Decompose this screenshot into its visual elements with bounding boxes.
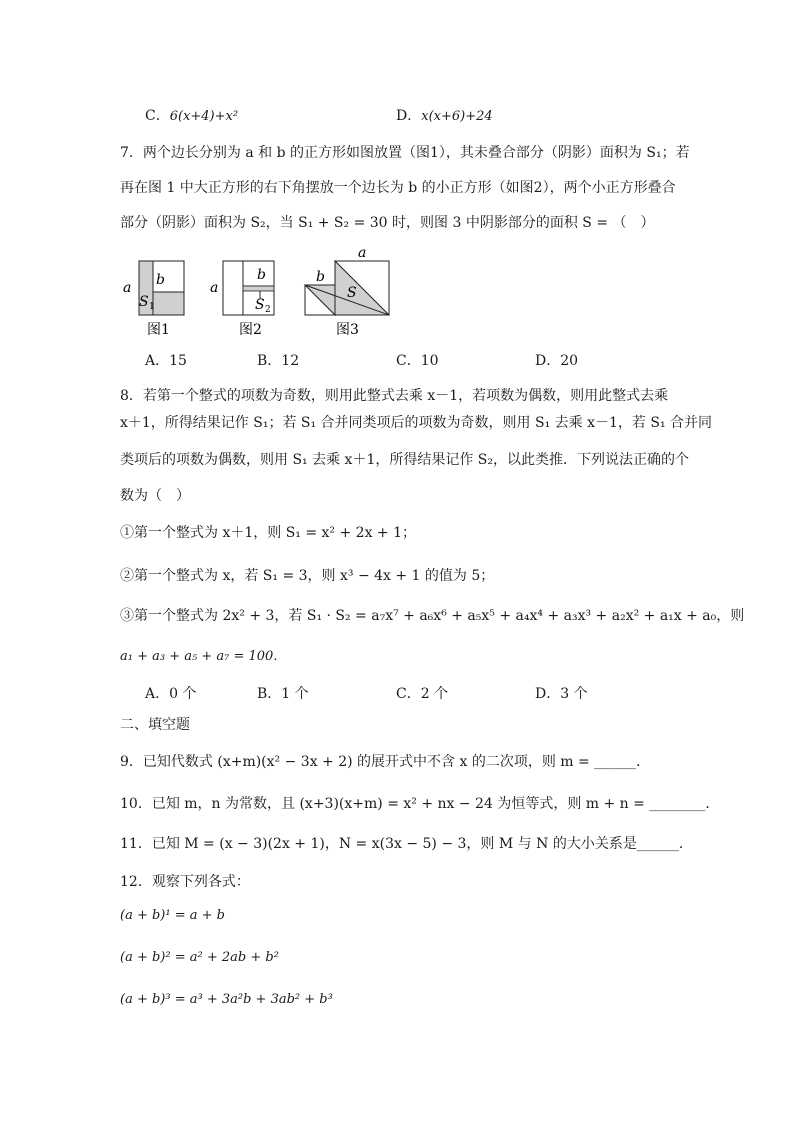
- q8-statement-3b: a₁ + a₃ + a₅ + a₇ = 100．: [120, 649, 287, 664]
- q8-option-d: D．3 个: [535, 686, 588, 702]
- q12-eq-3: (a + b)³ = a³ + 3a²b + 3ab² + b³: [120, 992, 333, 1007]
- q6-option-d: D．x(x+6)+24: [396, 108, 493, 124]
- fig2-s-label: S: [255, 297, 265, 313]
- fig3-caption: 图3: [336, 322, 359, 338]
- fig2-b-label: b: [257, 267, 266, 283]
- q8-line2: x＋1，所得结果记作 S₁；若 S₁ 合并同类项后的项数为奇数，则用 S₁ 去乘 x－1，若 S₁ 合并同: [120, 415, 713, 431]
- fig2-s-sub: 2: [265, 305, 271, 315]
- q12-eq-2: (a + b)² = a² + 2ab + b²: [120, 950, 279, 965]
- q8-statement-3: ③第一个整式为 2x² + 3，若 S₁ · S₂ = a₇x⁷ + a₆x⁶ + a₅x⁵ + a₄x⁴ + a₃x³ + a₂x² + a₁x + a₀，则: [120, 608, 745, 624]
- q7-option-c: C．10: [396, 353, 439, 369]
- section-title-fill-in: 二、填空题: [120, 717, 190, 733]
- q10: 10．已知 m，n 为常数，且 (x+3)(x+m) = x² + nx − 24 为恒等式，则 m + n = ________．: [120, 796, 720, 812]
- q7-figures: [115, 246, 415, 341]
- q6-option-c: C．6(x+4)+x²: [145, 108, 239, 124]
- q7-option-a: A．15: [145, 353, 187, 369]
- q7-line1: 7．两个边长分别为 a 和 b 的正方形如图放置（图1），其未叠合部分（阴影）面积为 S₁；若: [120, 145, 690, 161]
- q8-line1: 8．若第一个整式的项数为奇数，则用此整式去乘 x－1，若项数为偶数，则用此整式去乘: [120, 388, 669, 404]
- figure-2: [210, 261, 274, 338]
- q11: 11．已知 M = (x − 3)(2x + 1)，N = x(3x − 5) − 3，则 M 与 N 的大小关系是______．: [120, 836, 693, 852]
- q7-option-d: D．20: [535, 353, 579, 369]
- figure-3: [305, 246, 389, 338]
- q9: 9．已知代数式 (x+m)(x² − 3x + 2) 的展开式中不含 x 的二次项，则 m = ______．: [120, 754, 651, 770]
- fig1-a-label: a: [123, 280, 132, 296]
- q8-option-c: C．2 个: [396, 686, 449, 702]
- fig2-caption: 图2: [239, 322, 262, 338]
- q12-eq-1: (a + b)¹ = a + b: [120, 908, 225, 923]
- q12: 12．观察下列各式：: [120, 874, 250, 890]
- figure-1: [123, 261, 184, 338]
- q7-option-b: B．12: [257, 353, 300, 369]
- q8-statement-2: ②第一个整式为 x，若 S₁ = 3，则 x³ − 4x + 1 的值为 5；: [120, 568, 495, 584]
- q7-line2: 再在图 1 中大正方形的右下角摆放一个边长为 b 的小正方形（如图2），两个小正方形叠合: [120, 180, 676, 196]
- fig1-caption: 图1: [147, 322, 170, 338]
- q8-line4: 数为（ ）: [120, 488, 190, 504]
- fig1-s-sub: 1: [149, 302, 155, 312]
- q8-statement-1: ①第一个整式为 x＋1，则 S₁ = x² + 2x + 1；: [120, 525, 417, 541]
- fig1-b-label: b: [156, 272, 165, 288]
- q7-line3: 部分（阴影）面积为 S₂，当 S₁ + S₂ = 30 时，则图 3 中阴影部分的面积 S = （ ）: [120, 215, 655, 231]
- q8-option-b: B．1 个: [257, 686, 309, 702]
- fig2-a-label: a: [210, 280, 219, 296]
- fig3-s-label: S: [347, 285, 357, 301]
- fig3-a-label: a: [358, 246, 367, 261]
- q8-line3: 类项后的项数为偶数，则用 S₁ 去乘 x＋1，所得结果记作 S₂，以此类推．下列说法正确的个: [120, 452, 690, 468]
- fig1-s-label: S: [139, 294, 149, 310]
- fig3-b-label: b: [316, 269, 325, 285]
- q8-option-a: A．0 个: [145, 686, 197, 702]
